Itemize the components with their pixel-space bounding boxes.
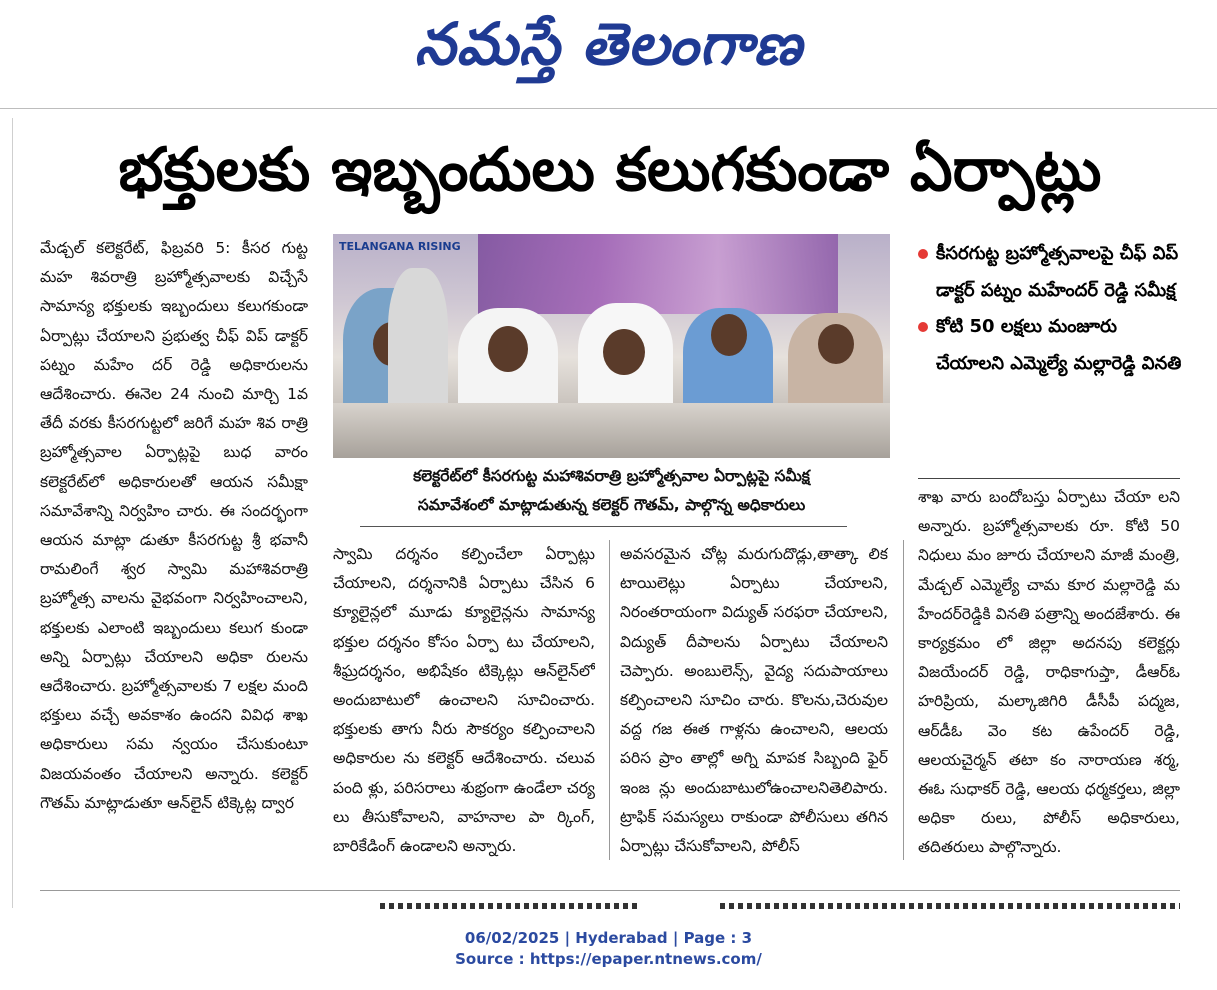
page-footer <box>0 928 1217 970</box>
article-column-4-text: శాఖ వారు బందోబస్తు ఏర్పాటు చేయా లని అన్నారు. బ్రహ్మోత్సవాలకు రూ. కోటి 50 నిధులు మం జూరు చేయాలని మాజీ మంత్రి, మేడ్చల్ ఎమ్మెల్యే చామ కూర మల్లారెడ్డి మ హేందర్‌రెడ్డికి వినతి పత్రాన్ని అందజేశారు. ఈ కార్యక్రమం లో జిల్లా అదనపు కలెక్టర్లు విజయేందర్ రెడ్డి, రాధికాగుప్తా, డీఆర్‌ఓ హరిప్రియ, మల్కాజిగిరి డీసీపీ పద్మజ, ఆర్‌డీఓ వెం కట ఉపేందర్ రెడ్డి, ఆలయచైర్మన్ తటా కం నారాయణ శర్మ, ఈఓ సుధాకర్ రెడ్డి, ఆలయ ధర్మకర్తలు, జిల్లా అధికా రులు, పోలీస్ అధికారులు, తదితరులు పాల్గొన్నారు. <box>918 488 1180 857</box>
photo-person-head <box>818 324 854 364</box>
newspaper-logo: నమస్తే తెలంగాణ <box>414 10 803 78</box>
photo-person-head <box>711 314 747 356</box>
news-photo <box>333 234 890 458</box>
photo-person-head <box>488 326 528 372</box>
photo-caption <box>333 462 890 520</box>
left-margin-rule <box>12 118 13 908</box>
column-divider <box>609 540 610 860</box>
article-column-1-text: మేడ్చల్ కలెక్టరేట్, ఫిబ్రవరి 5: కీసర గుట్ట మహ శివరాత్రి బ్రహ్మోత్సవాలకు విచ్చేసే సామాన్య భక్తులకు ఇబ్బందులు కలుగకుండా ఏర్పాట్లు చేయాలని ప్రభుత్వ చీఫ్ విప్ డాక్టర్ పట్నం మహేం దర్ రెడ్డి అధికారులను ఆదేశించారు. ఈనెల 24 నుంచి మార్చి 1వ తేదీ వరకు కీసరగుట్టలో జరిగే మహ శివ రాత్రి బ్రహ్మోత్సవాల ఏర్పాట్లపై బుధ వారం కలెక్టరేట్‌లో అధికారులతో ఆయన సమీక్షా సమావేశాన్ని నిర్వహిం చారు. ఈ సందర్భంగా ఆయన మాట్లా డుతూ కీసరగుట్ట శ్రీ భవానీ రామలింగే శ్వర స్వామి మహాశివరాత్రి బ్రహ్మోత్స వాలను వైభవంగా నిర్వహించాలని, భక్తులకు ఎలాంటి ఇబ్బందులు కలుగ కుండా అన్ని ఏర్పాట్లు చేయాలని అధికా రులను ఆదేశించారు. బ్రహ్మోత్సవాలకు 7 లక్షల మంది భక్తులు వచ్చే అవకాశం ఉందని వివిధ శాఖ అధికారులు సమ న్వయం చేసుకుంటూ విజయవంతం చేయాలని అన్నారు. కలెక్టర్ గౌతమ్ మాట్లాడుతూ ఆన్‌లైన్ టిక్కెట్ల ద్వార <box>40 239 308 812</box>
article-column-3-text: అవసరమైన చోట్ల మరుగుదొడ్లు,తాత్కా లిక టాయిలెట్లు ఏర్పాటు చేయాలని, నిరంతరాయంగా విద్యుత్ సరఫరా చేయాలని, విద్యుత్ దీపాలను ఏర్పాటు చేయాలని చెప్పారు. అంబులెన్స్, వైద్య సదుపాయాలు కల్పించాలని సూచిం చారు. కొలను,చెరువుల వద్ద గజ ఈత గాళ్లను ఉంచాలని, ఆలయ పరిస ప్రాం తాల్లో అగ్ని మాపక సిబ్బంది ఫైర్ ఇంజ న్లు అందుబాటులోఉంచాలనితెలిపారు. ట్రాఫిక్ సమస్యలు రాకుండా పోలీసులు తగిన ఏర్పాట్లు చేసుకోవాలని, పోలీస్ <box>620 545 888 856</box>
footer-edition-info: 06/02/2025 | Hyderabad | Page : 3 <box>464 929 753 947</box>
article-column-1 <box>40 234 308 882</box>
photo-caption-line-2: సమావేశంలో మాట్లాడుతున్న కలెక్టర్ గౌతమ్, పాల్గొన్న అధికారులు <box>417 496 806 514</box>
photo-backdrop-banner <box>478 234 838 314</box>
bullet-dot-icon <box>918 322 928 332</box>
article-column-2-text: స్వామి దర్శనం కల్పించేలా ఏర్పాట్లు చేయాలని, దర్శనానికి ఏర్పాటు చేసిన 6 క్యూలైన్లలో మూడు క్యూలైన్లను సామాన్య భక్తుల దర్శనం కోసం ఏర్పా టు చేయాలని, శీఘ్రదర్శనం, అభిషేకం టిక్కెట్లు ఆన్‌లైన్‌లో అందుబాటులో ఉంచాలని సూచించారు. భక్తులకు తాగు నీరు సౌకర్యం కల్పించాలని అధికారుల ను కలెక్టర్ ఆదేశించారు. చలువ పంది ళ్లు, పరిసరాలు శుభ్రంగా ఉండేలా చర్య లు తీసుకోవాలని, వాహనాల పా ర్కింగ్, బారికేడింగ్ ఉండాలని అన్నారు. <box>333 545 595 856</box>
bottom-divider <box>40 890 1180 891</box>
photo-person-head <box>603 329 645 375</box>
cut-off-next-article <box>40 897 1180 911</box>
highlight-bullet <box>918 309 1188 382</box>
article-column-2 <box>333 540 595 880</box>
highlight-bullet <box>918 236 1188 309</box>
highlight-bullet-text: కీసరగుట్ట బ్రహ్మోత్సవాలపై చీఫ్ విప్ డాక్టర్ పట్నం మహేందర్ రెడ్డి సమీక్ష <box>936 243 1179 301</box>
article-column-4 <box>918 483 1180 880</box>
article-column-3 <box>620 540 888 880</box>
masthead-divider <box>0 108 1217 109</box>
article-headline: భక్తులకు ఇబ్బందులు కలుగకుండా ఏర్పాట్లు <box>118 135 1102 205</box>
photo-person <box>388 268 448 418</box>
highlight-bullets <box>918 236 1188 382</box>
footer-source: Source : https://epaper.ntnews.com/ <box>455 950 762 968</box>
photo-conference-table <box>333 403 890 458</box>
photo-caption-line-1: కలెక్టరేట్‌లో కీసరగుట్ట మహాశివరాత్రి బ్రహ్మోత్సవాల ఏర్పాట్లపై సమీక్ష <box>413 467 810 485</box>
photo-banner-text: TELANGANA RISING <box>339 240 461 253</box>
highlight-bullet-text: కోటి 50 లక్షలు మంజూరు చేయాలని ఎమ్మెల్యే మల్లారెడ్డి వినతి <box>936 316 1182 374</box>
caption-underline <box>360 526 847 527</box>
bullet-dot-icon <box>918 249 928 259</box>
column-divider <box>903 540 904 860</box>
masthead <box>0 0 1217 100</box>
bullets-divider <box>918 478 1180 479</box>
